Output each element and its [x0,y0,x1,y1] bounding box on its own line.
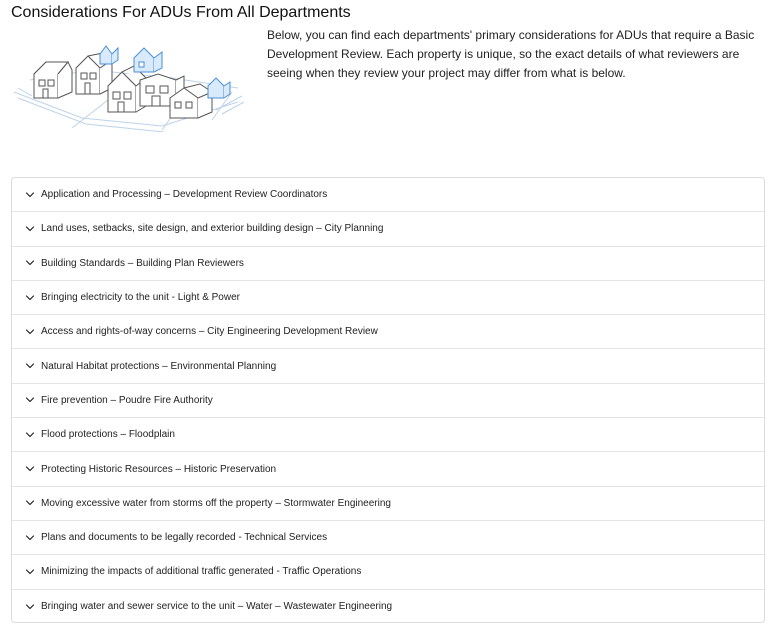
accordion-item[interactable] [12,315,764,349]
chevron-down-icon [25,395,35,405]
accordion-item-label: Plans and documents to be legally recorded - Technical Services [41,532,328,544]
considerations-accordion [11,177,765,623]
chevron-down-icon [25,361,35,371]
chevron-down-icon [25,533,35,543]
accordion-item[interactable] [12,521,764,555]
accordion-item-label: Bringing water and sewer service to the unit – Water – Wastewater Engineering [41,601,393,613]
accordion-item-label: Application and Processing – Development Review Coordinators [41,189,328,201]
accordion-item[interactable] [12,487,764,521]
accordion-item[interactable] [12,452,764,486]
accordion-item-label: Land uses, setbacks, site design, and exterior building design – City Planning [41,223,384,235]
chevron-down-icon [25,602,35,612]
chevron-down-icon [25,224,35,234]
accordion-item[interactable] [12,212,764,246]
accordion-item-label: Natural Habitat protections – Environmental Planning [41,360,277,372]
accordion-item-label: Moving excessive water from storms off the property – Stormwater Engineering [41,497,391,509]
chevron-down-icon [25,293,35,303]
accordion-item[interactable] [12,555,764,589]
chevron-down-icon [25,327,35,337]
houses-neighborhood-illustration [12,40,248,132]
accordion-item[interactable] [12,178,764,212]
accordion-item-label: Minimizing the impacts of additional traffic generated - Traffic Operations [41,566,362,578]
accordion-item-label: Building Standards – Building Plan Reviewers [41,257,244,269]
chevron-down-icon [25,430,35,440]
accordion-item[interactable] [12,281,764,315]
accordion-item-label: Access and rights-of-way concerns – City Engineering Development Review [41,326,378,338]
accordion-item-label: Protecting Historic Resources – Historic Preservation [41,463,277,475]
accordion-item-label: Bringing electricity to the unit - Light & Power [41,292,240,304]
chevron-down-icon [25,258,35,268]
accordion-item[interactable] [12,590,764,623]
chevron-down-icon [25,464,35,474]
intro-paragraph: Below, you can find each departments' primary considerations for ADUs that require a Basic Development Review. Each property is unique, so the exact details of what reviewers are seeing when they review your project may differ from what is below. [267,28,755,80]
accordion-item[interactable] [12,349,764,383]
accordion-item[interactable] [12,247,764,281]
chevron-down-icon [25,498,35,508]
accordion-item-label: Fire prevention – Poudre Fire Authority [41,394,213,406]
accordion-item-label: Flood protections – Floodplain [41,429,175,441]
accordion-item[interactable] [12,384,764,418]
accordion-item[interactable] [12,418,764,452]
chevron-down-icon [25,190,35,200]
page-title: Considerations For ADUs From All Departments [11,4,351,21]
chevron-down-icon [25,567,35,577]
